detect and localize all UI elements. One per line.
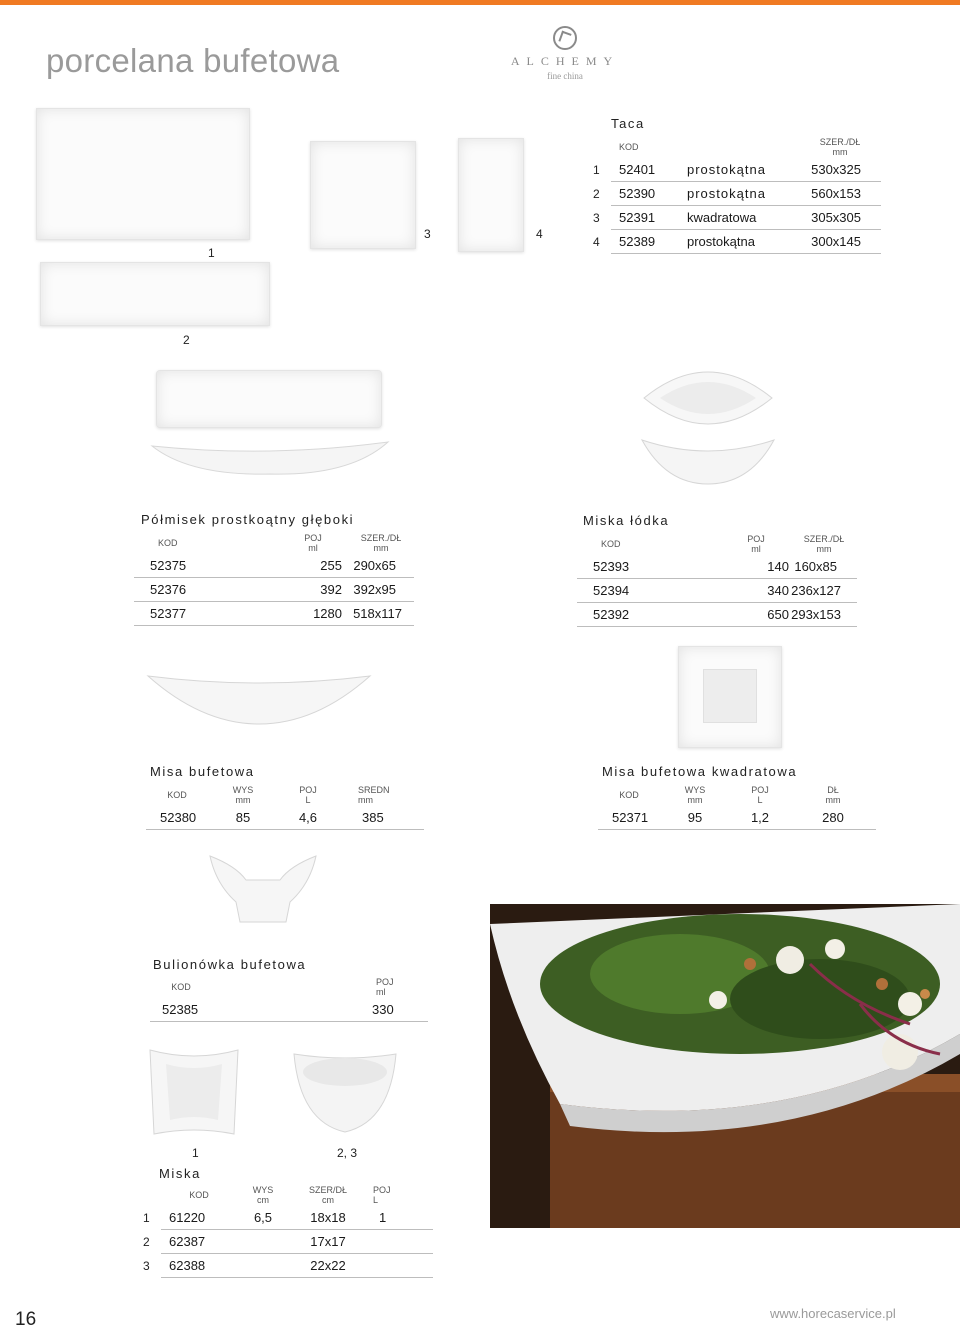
polmisek-title: Półmisek prostkoątny głęboki [141, 512, 355, 527]
logo-subtitle: fine china [547, 71, 583, 81]
tray-image-3 [310, 141, 416, 249]
miska-table [143, 1184, 433, 1278]
table-row: 2 62387 17x17 [143, 1230, 433, 1254]
col-poj: POJ ml [747, 534, 765, 554]
col-poj: POJ L [299, 785, 317, 805]
col-szer: SZER./DŁ mm [819, 137, 861, 157]
col-poj: POJ ml [304, 533, 322, 553]
col-poj: POJ L [373, 1185, 391, 1205]
bulionowka-table [150, 976, 428, 1022]
table-row: 3 62388 22x22 [143, 1254, 433, 1278]
table-row: 52393 140 160x85 [577, 555, 857, 579]
bowl-label-1: 1 [192, 1146, 199, 1160]
soup-bowl-image [206, 850, 320, 930]
table-row: 52375 255 290x65 [134, 554, 414, 578]
square-bowl-inner [703, 669, 757, 723]
misa-kw-table [598, 784, 876, 830]
polmisek-table [134, 532, 414, 626]
deep-platter-image-top [156, 370, 382, 428]
col-kod: KOD [601, 539, 621, 549]
col-kod: KOD [171, 982, 191, 992]
boat-bowl-image-top [640, 360, 776, 436]
logo-brand: ALCHEMY [510, 54, 620, 68]
tray-label-1: 1 [208, 246, 215, 260]
salad-photo-drawing [490, 904, 960, 1228]
misa-kw-title: Misa bufetowa kwadratowa [602, 764, 798, 779]
tray-image-2 [40, 262, 270, 326]
tray-image-4 [458, 138, 524, 252]
table-row: 52371 95 1,2 280 [598, 806, 876, 830]
col-poj: POJ ml [376, 977, 394, 997]
boat-bowl-image-side [640, 438, 776, 488]
col-wys: WYS cm [252, 1185, 274, 1205]
footer-url: www.horecaservice.pl [770, 1306, 896, 1321]
deep-platter-image-side [150, 438, 390, 480]
salad-photo [490, 904, 960, 1228]
misa-title: Misa bufetowa [150, 764, 255, 779]
misa-table [146, 784, 424, 830]
bowl-label-2-3: 2, 3 [337, 1146, 358, 1160]
alchemy-logo [510, 26, 620, 81]
table-row: 3 52391 kwadratowa 305x305 [593, 206, 881, 230]
table-row: 52385 330 [150, 998, 428, 1022]
col-szer: SZER./DŁ mm [360, 533, 402, 553]
col-kod: KOD [158, 538, 178, 548]
col-szer: SZER./DŁ mm [803, 534, 845, 554]
page-number: 16 [15, 1309, 37, 1330]
buffet-bowl-image [146, 672, 372, 728]
tray-image-1 [36, 108, 250, 240]
square-bowl-image [678, 646, 782, 748]
lodka-table [577, 533, 857, 627]
table-row: 52376 392 392x95 [134, 578, 414, 602]
col-dl: DŁ mm [825, 785, 841, 805]
lodka-title: Miska łódka [583, 513, 670, 528]
page-title: porcelana bufetowa [46, 42, 340, 79]
table-row: 52394 340 236x127 [577, 579, 857, 603]
col-poj: POJ L [751, 785, 769, 805]
taca-title: Taca [611, 116, 645, 131]
col-kod: KOD [619, 142, 639, 152]
tray-label-2: 2 [183, 333, 190, 347]
miska-title: Miska [159, 1166, 201, 1181]
table-row: 2 52390 prostokątna 560x153 [593, 182, 881, 206]
col-wys: WYS mm [684, 785, 706, 805]
top-accent-bar [0, 0, 960, 5]
col-kod: KOD [189, 1190, 209, 1200]
table-row: 1 61220 6,5 18x18 1 [143, 1206, 433, 1230]
tray-label-3: 3 [424, 227, 431, 241]
col-kod: KOD [619, 790, 639, 800]
tray-label-4: 4 [536, 227, 543, 241]
taca-table [593, 136, 881, 254]
alchemy-mark-icon [553, 26, 577, 50]
col-wys: WYS mm [232, 785, 254, 805]
col-szer: SZER/DŁ cm [308, 1185, 347, 1205]
col-kod: KOD [167, 790, 187, 800]
bowl-image-2-3 [290, 1050, 400, 1136]
col-sredn: SREDN mm [358, 785, 390, 805]
bowl-image-1 [146, 1046, 242, 1140]
table-row: 52380 85 4,6 385 [146, 806, 424, 830]
table-row: 1 52401 prostokątna 530x325 [593, 158, 881, 182]
table-row: 4 52389 prostokątna 300x145 [593, 230, 881, 254]
table-row: 52392 650 293x153 [577, 603, 857, 627]
bulionowka-title: Bulionówka bufetowa [153, 957, 307, 972]
table-row: 52377 1280 518x117 [134, 602, 414, 626]
